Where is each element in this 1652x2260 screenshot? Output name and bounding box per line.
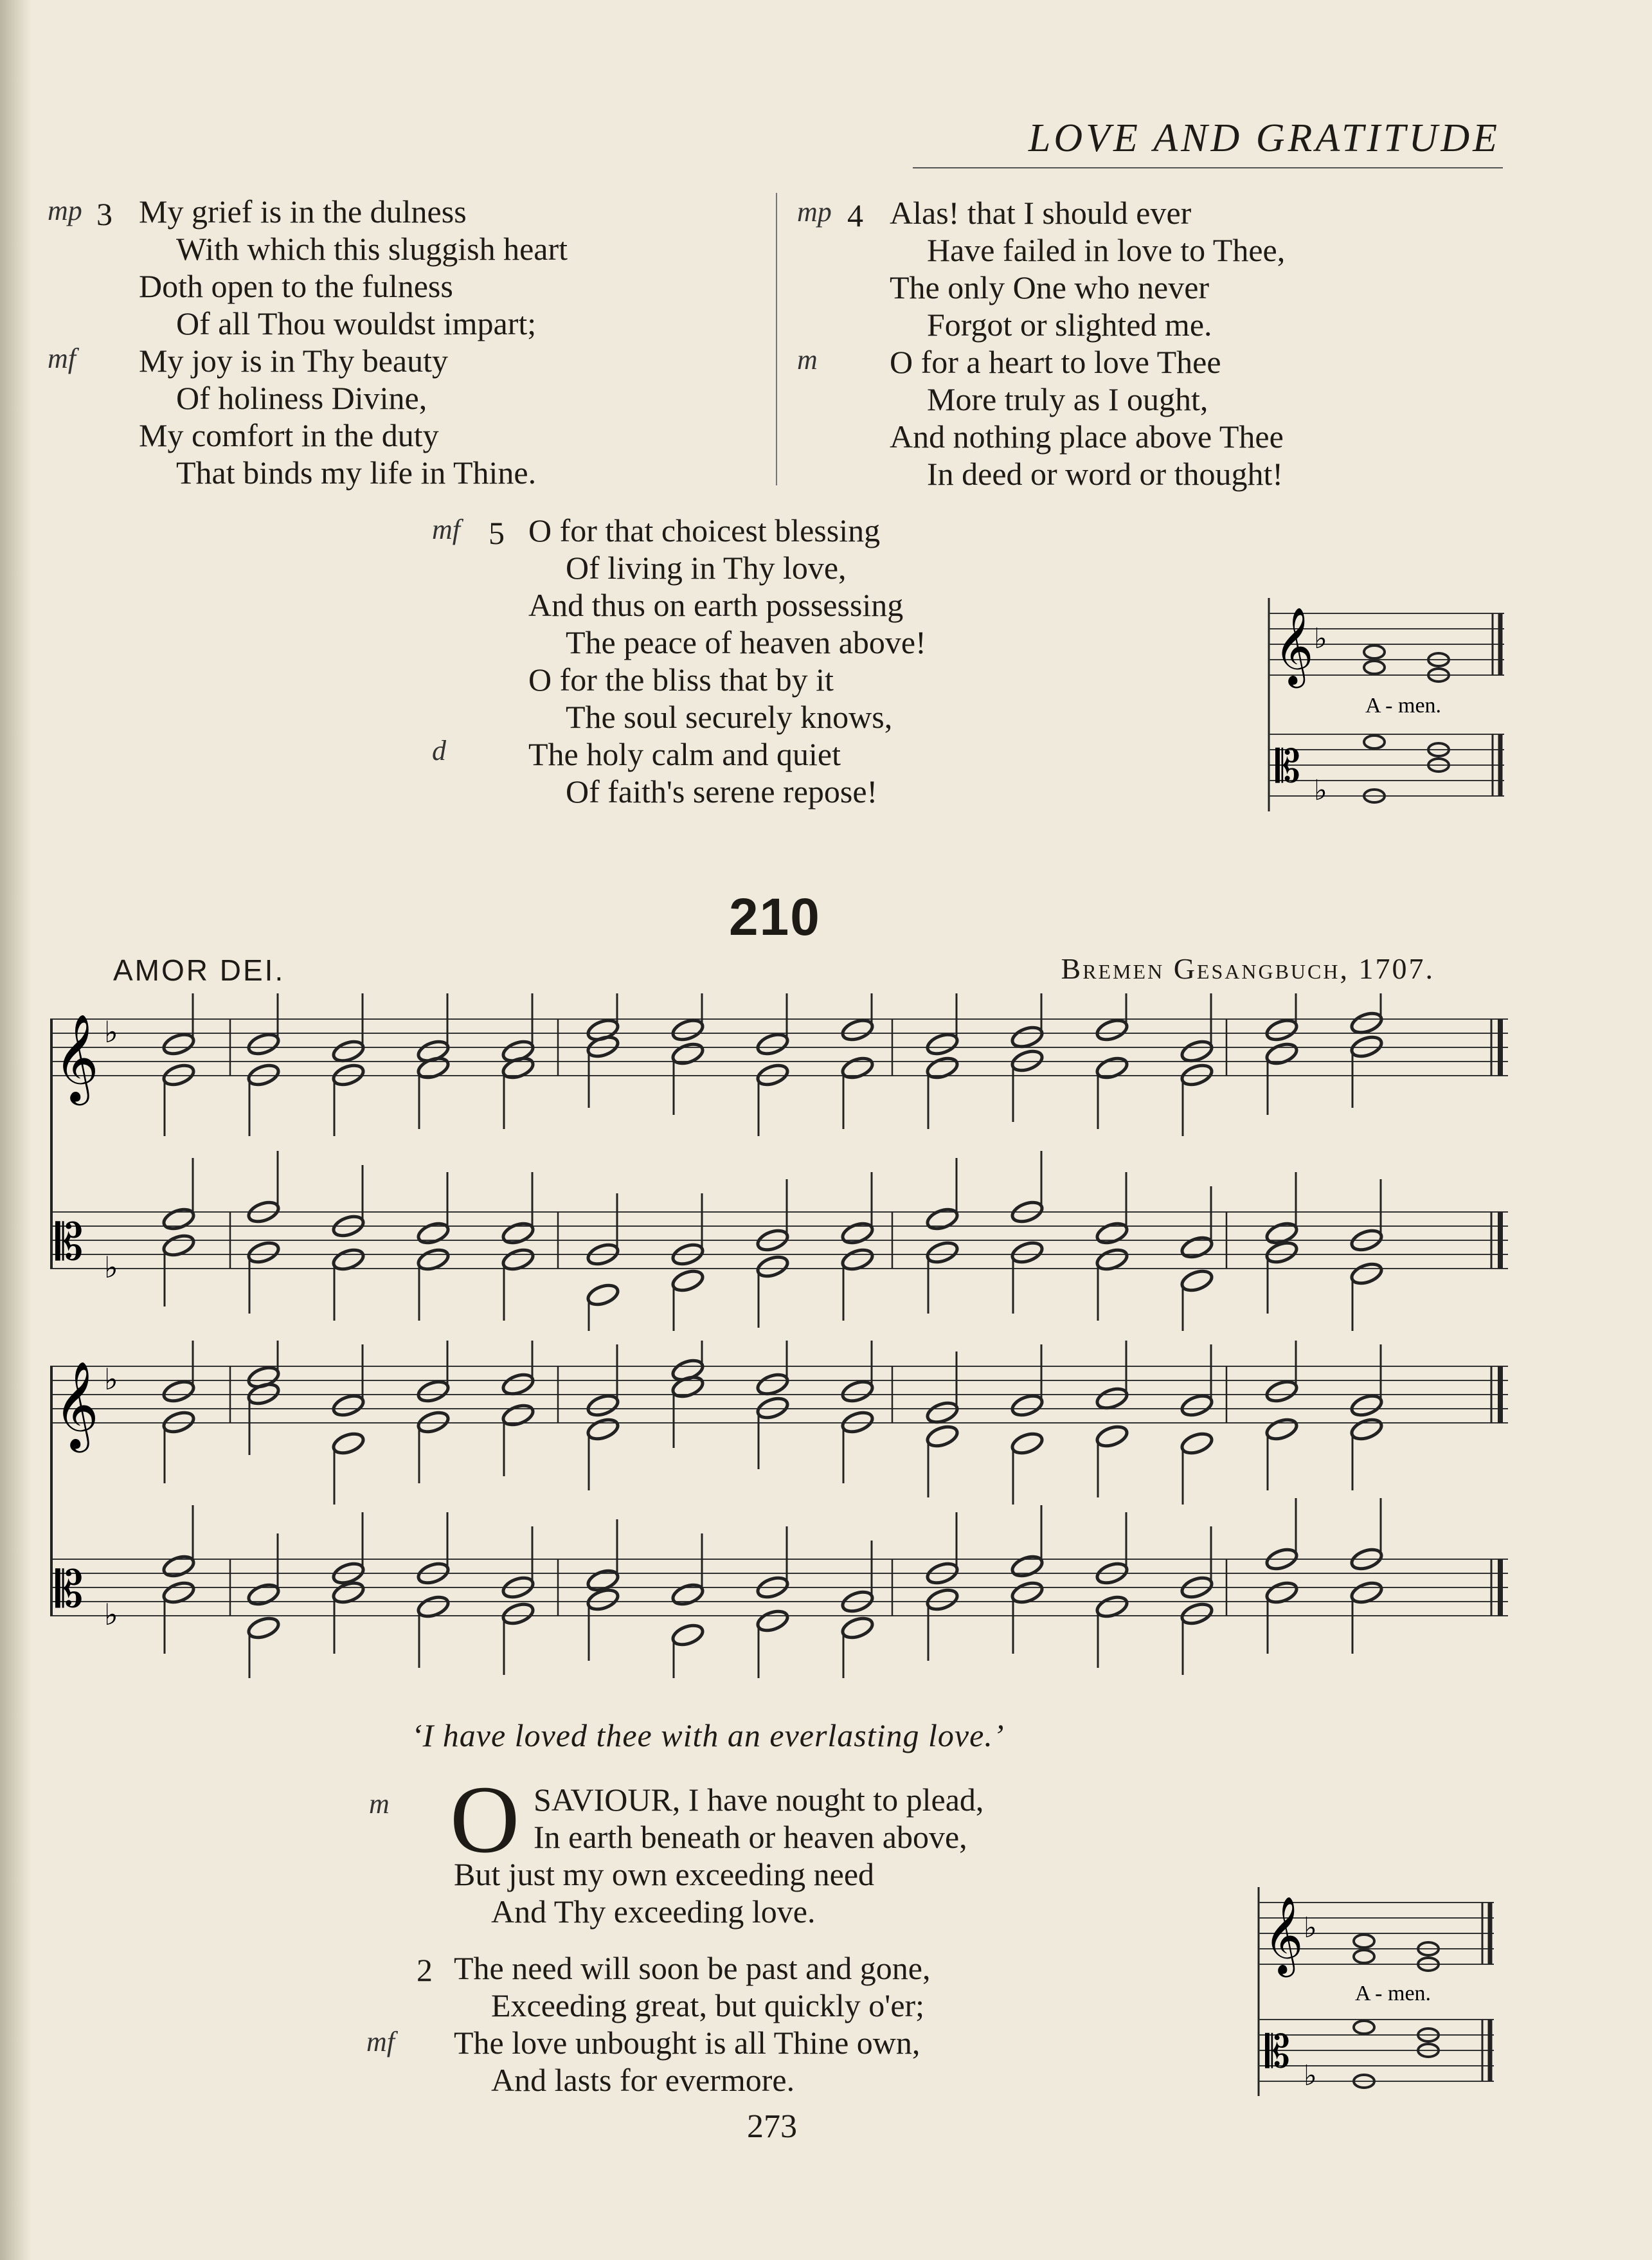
verse-line: My joy is in Thy beauty [139, 343, 449, 379]
stanza-number: 2 [417, 1952, 433, 1988]
verse-line: SAVIOUR, I have nought to plead, [534, 1782, 984, 1818]
half-note-head [1264, 1379, 1299, 1405]
treble-clef: 𝄞 [54, 1013, 99, 1101]
tune-source: Bremen Gesangbuch, 1707. [1061, 952, 1435, 985]
half-note-head [1010, 1240, 1045, 1266]
stanza-number: 3 [96, 196, 112, 232]
dynamic-mark: m [797, 344, 818, 375]
half-note-head [1264, 1416, 1299, 1443]
stanza-4 [890, 194, 1285, 493]
half-note-head [670, 1041, 705, 1067]
svg-text:𝄡: 𝄡 [1275, 740, 1301, 793]
verse-line: Have failed in love to Thee, [927, 232, 1286, 268]
dynamic-mark: d [432, 735, 446, 766]
verse-line: O for that choicest blessing [528, 512, 881, 548]
stanza-number: 5 [489, 515, 505, 551]
half-note-head [925, 1031, 960, 1058]
half-note-head [586, 1393, 620, 1419]
header-rule [913, 167, 1503, 168]
verse-line: That binds my life in Thine. [176, 455, 537, 491]
flat-sign: ♭ [104, 1250, 118, 1285]
half-note-head [1180, 1431, 1214, 1457]
flat-sign: ♭ [104, 1362, 118, 1397]
verse-line: But just my own exceeding need [454, 1856, 875, 1892]
amen-music-box [1255, 1887, 1498, 2096]
verse-line: The peace of heaven above! [566, 624, 926, 660]
verse-line: Doth open to the fulness [139, 268, 453, 304]
half-note-head [1180, 1601, 1214, 1627]
half-note-head [161, 1379, 196, 1405]
verse-line: The holy calm and quiet [528, 736, 841, 772]
half-note-head [586, 1416, 620, 1443]
half-note-head [1095, 1424, 1129, 1450]
half-note-head [246, 1615, 281, 1641]
half-note-head [246, 1240, 281, 1266]
svg-text:𝄡: 𝄡 [1265, 2025, 1291, 2078]
epigraph: ‘I have loved thee with an everlasting love.’ [411, 1717, 1005, 1753]
half-note-head [1349, 1261, 1384, 1287]
stanza-1-rest [454, 1856, 874, 1930]
verse-line: And Thy exceeding love. [491, 1894, 816, 1930]
half-note-head [1095, 1055, 1129, 1081]
verse-line: And nothing place above Thee [890, 419, 1284, 455]
svg-text:𝄞: 𝄞 [1274, 606, 1314, 685]
music-system-1 [50, 993, 1517, 1331]
half-note-head [586, 1282, 620, 1308]
verse-line: And lasts for evermore. [491, 2062, 795, 2098]
half-note-head [670, 1268, 705, 1294]
music-system-2 [50, 1341, 1517, 1678]
verse-line: The love unbought is all Thine own, [454, 2025, 920, 2061]
verse-line: O for a heart to love Thee [890, 344, 1221, 380]
half-note-head [755, 1371, 790, 1398]
half-note-head [1349, 1010, 1384, 1036]
verse-line: Alas! that I should ever [890, 195, 1192, 231]
treble-clef: 𝄞 [54, 1360, 99, 1449]
half-note-head [755, 1608, 790, 1634]
half-note-head [1264, 1240, 1299, 1266]
half-note-head [501, 1402, 535, 1429]
dynamic-mark: mf [48, 343, 76, 374]
verse-line: Of faith's serene repose! [566, 773, 878, 809]
verse-line: Forgot or slighted me. [927, 307, 1212, 343]
dynamic-mark: mp [48, 195, 82, 226]
verse-line: My comfort in the duty [139, 417, 439, 453]
verse-line: O for the bliss that by it [528, 662, 834, 698]
verse-line: The only One who never [890, 269, 1210, 305]
half-note-head [1180, 1038, 1214, 1065]
half-note-head [1095, 1017, 1129, 1044]
stanza-5 [528, 512, 926, 810]
half-note-head [840, 1220, 875, 1247]
running-head: LOVE AND GRATITUDE [1028, 116, 1500, 160]
half-note-head [840, 1379, 875, 1405]
half-note-head [925, 1055, 960, 1081]
half-note-head [1180, 1393, 1214, 1419]
half-note-head [925, 1424, 960, 1450]
half-note-head [331, 1038, 366, 1065]
stanza-1-first-line [534, 1781, 983, 1856]
stanza-3 [139, 193, 568, 491]
half-note-head [1010, 1553, 1045, 1580]
dynamic-mark: m [369, 1788, 390, 1820]
verse-line: More truly as I ought, [927, 381, 1208, 417]
half-note-head [416, 1220, 451, 1247]
column-divider [776, 193, 777, 485]
half-note-head [501, 1220, 535, 1247]
svg-text:♭: ♭ [1304, 1912, 1317, 1944]
book-spine-shadow [0, 0, 31, 2260]
bass-clef: 𝄡 [55, 1214, 84, 1272]
half-note-head [755, 1254, 790, 1280]
dynamic-mark: mf [366, 2026, 395, 2057]
verse-line: Of living in Thy love, [566, 550, 847, 586]
half-note-head [1095, 1220, 1129, 1247]
half-note-head [501, 1371, 535, 1398]
verse-line: With which this sluggish heart [176, 231, 568, 267]
half-note-head [1180, 1234, 1214, 1261]
svg-text:𝄞: 𝄞 [1264, 1895, 1304, 1974]
flat-sign: ♭ [104, 1015, 118, 1049]
verse-line: In deed or word or thought! [927, 456, 1284, 492]
verse-line: In earth beneath or heaven above, [534, 1819, 967, 1855]
half-note-head [1264, 1017, 1299, 1044]
verse-line: And thus on earth possessing [528, 587, 904, 623]
half-note-head [1349, 1416, 1384, 1443]
half-note-head [925, 1240, 960, 1266]
half-note-head [925, 1400, 960, 1426]
half-note-head [670, 1622, 705, 1649]
half-note-head [501, 1601, 535, 1627]
tune-name: AMOR DEI. [113, 954, 285, 987]
svg-text:♭: ♭ [1314, 622, 1327, 655]
verse-line: Of all Thou wouldst impart; [176, 305, 537, 341]
half-note-head [670, 1582, 705, 1608]
half-note-head [1349, 1393, 1384, 1419]
half-note-head [840, 1017, 875, 1044]
verse-line: The need will soon be past and gone, [454, 1950, 931, 1986]
half-note-head [161, 1031, 196, 1058]
half-note-head [331, 1393, 366, 1419]
flat-sign: ♭ [104, 1597, 118, 1632]
half-note-head [840, 1615, 875, 1641]
half-note-head [1010, 1024, 1045, 1051]
svg-text:♭: ♭ [1314, 774, 1327, 807]
half-note-head [161, 1206, 196, 1233]
stanza-2 [454, 1949, 930, 2099]
page-number: 273 [747, 2108, 797, 2145]
verse-line: The soul securely knows, [566, 699, 893, 735]
half-note-head [246, 1582, 281, 1608]
svg-text:♭: ♭ [1304, 2059, 1317, 2092]
dynamic-mark: mf [432, 514, 460, 545]
half-note-head [1095, 1386, 1129, 1412]
half-note-head [670, 1017, 705, 1044]
half-note-head [1010, 1431, 1045, 1457]
drop-capital: O [450, 1766, 520, 1873]
half-note-head [161, 1553, 196, 1580]
stanza-number: 4 [847, 197, 863, 233]
half-note-head [1264, 1041, 1299, 1067]
half-note-head [925, 1587, 960, 1613]
amen-music-box [1265, 598, 1508, 811]
half-note-head [246, 1031, 281, 1058]
hymn-number: 210 [729, 888, 821, 946]
half-note-head [755, 1031, 790, 1058]
half-note-head [1180, 1268, 1214, 1294]
verse-line: My grief is in the dulness [139, 194, 467, 230]
half-note-head [416, 1379, 451, 1405]
verse-line: Exceeding great, but quickly o'er; [491, 1987, 925, 2023]
half-note-head [586, 1587, 620, 1613]
dynamic-mark: mp [797, 196, 832, 228]
half-note-head [331, 1431, 366, 1457]
amen-label: A - men. [1355, 1982, 1432, 2005]
half-note-head [840, 1055, 875, 1081]
verse-line: Of holiness Divine, [176, 380, 427, 416]
half-note-head [925, 1206, 960, 1233]
half-note-head [1010, 1393, 1045, 1419]
bass-clef: 𝄡 [55, 1561, 84, 1619]
amen-label: A - men. [1365, 694, 1442, 718]
